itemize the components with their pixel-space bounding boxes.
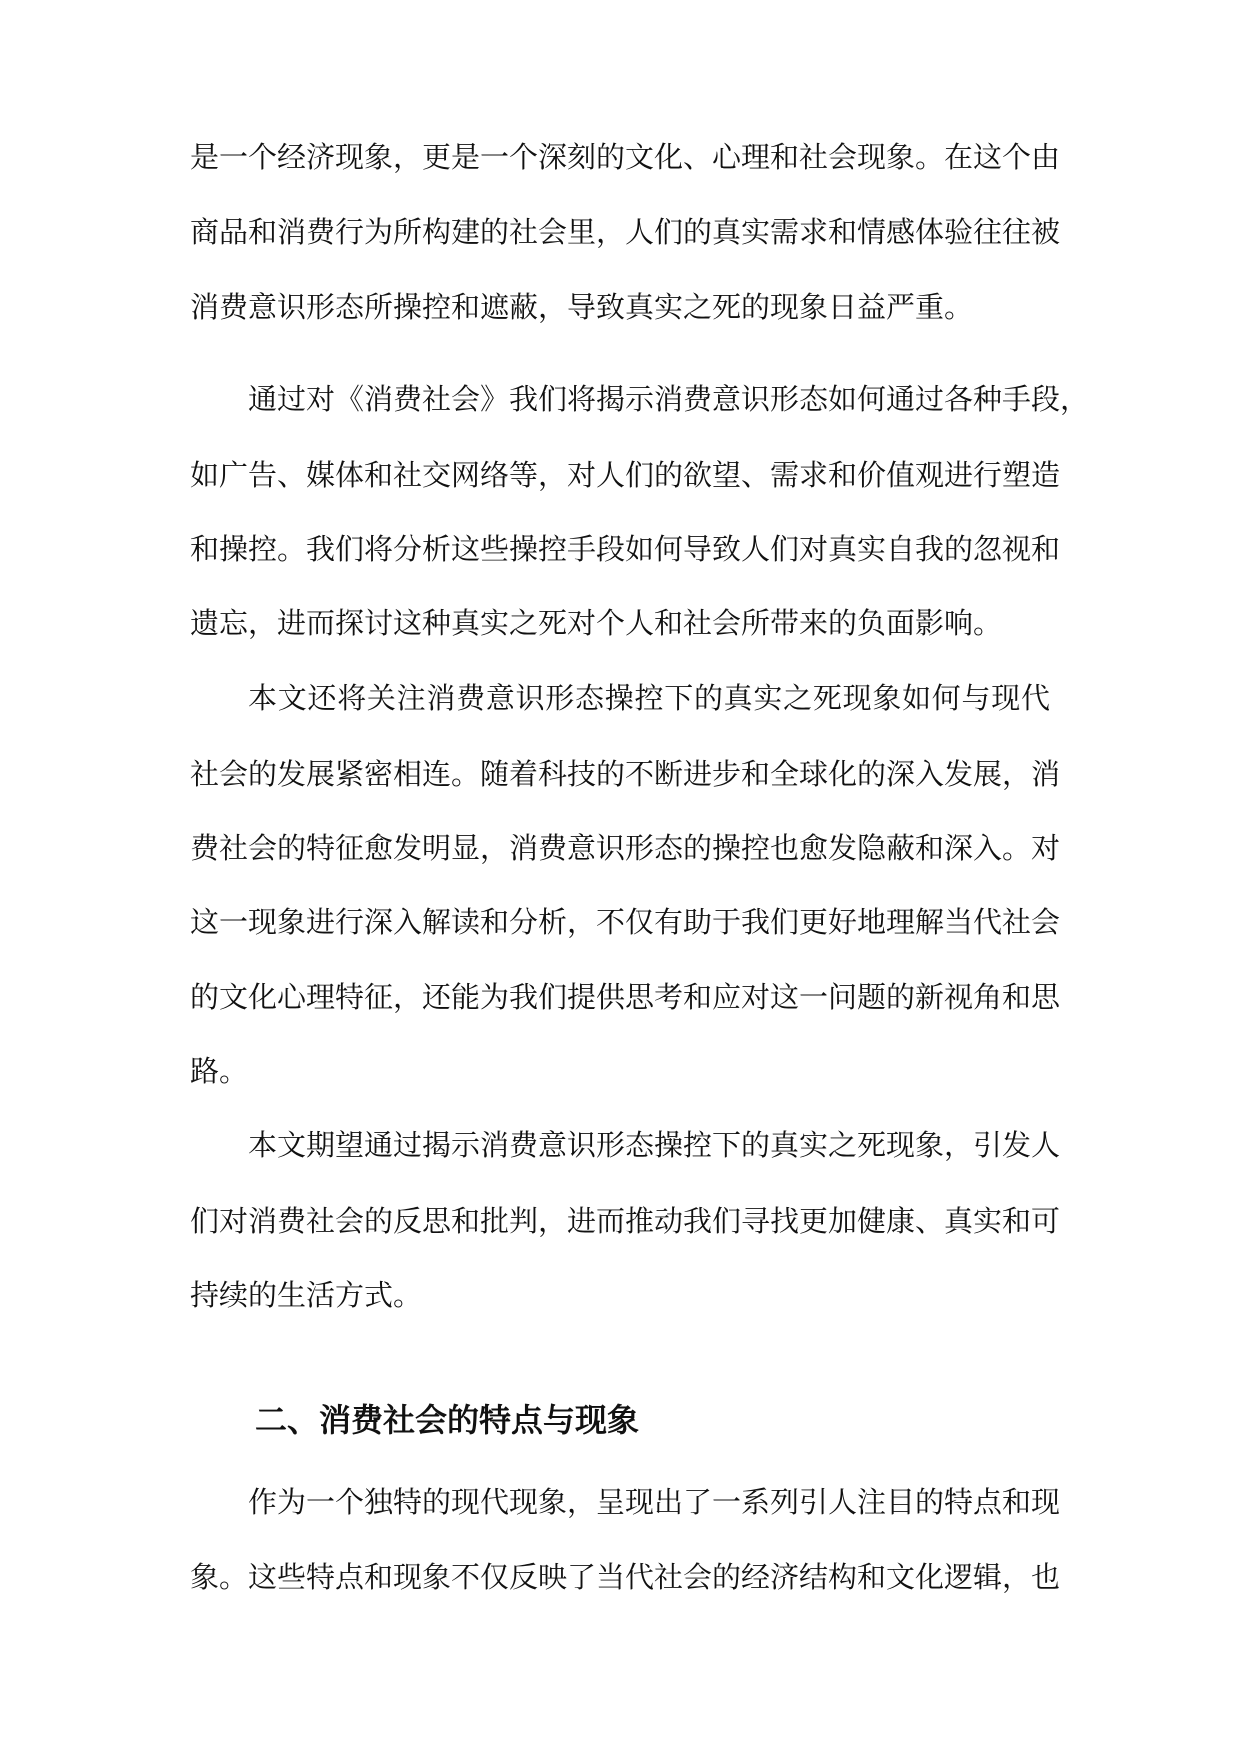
- paragraph-2-line-2: 如广告、媒体和社交网络等，对人们的欲望、需求和价值观进行塑造: [190, 458, 1061, 492]
- section-heading: 二、消费社会的特点与现象: [255, 1401, 640, 1439]
- paragraph-2-line-4: 遗忘，进而探讨这种真实之死对个人和社会所带来的负面影响。: [190, 606, 1003, 640]
- paragraph-1-line-2: 商品和消费行为所构建的社会里，人们的真实需求和情感体验往往被: [190, 215, 1061, 249]
- paragraph-5-line-2: 象。这些特点和现象不仅反映了当代社会的经济结构和文化逻辑，也: [190, 1560, 1061, 1594]
- paragraph-3-line-4: 这一现象进行深入解读和分析，不仅有助于我们更好地理解当代社会: [190, 905, 1061, 939]
- paragraph-4-line-1: 本文期望通过揭示消费意识形态操控下的真实之死现象，引发人: [248, 1128, 1061, 1162]
- paragraph-4-line-2: 们对消费社会的反思和批判，进而推动我们寻找更加健康、真实和可: [190, 1204, 1061, 1238]
- paragraph-3-line-2: 社会的发展紧密相连。随着科技的不断进步和全球化的深入发展，消: [190, 757, 1061, 791]
- paragraph-3-line-1: 本文还将关注消费意识形态操控下的真实之死现象如何与现代: [248, 681, 1050, 715]
- paragraph-2-line-3: 和操控。我们将分析这些操控手段如何导致人们对真实自我的忽视和: [190, 532, 1061, 566]
- paragraph-5-line-1: 作为一个独特的现代现象，呈现出了一系列引人注目的特点和现: [248, 1485, 1061, 1519]
- paragraph-2-line-1: 通过对《消费社会》我们将揭示消费意识形态如何通过各种手段，: [248, 382, 1090, 416]
- paragraph-1-line-3: 消费意识形态所操控和遮蔽，导致真实之死的现象日益严重。: [190, 290, 974, 324]
- paragraph-3-line-6: 路。: [190, 1054, 249, 1088]
- paragraph-4-line-3: 持续的生活方式。: [190, 1278, 423, 1312]
- paragraph-3-line-3: 费社会的特征愈发明显，消费意识形态的操控也愈发隐蔽和深入。对: [190, 831, 1061, 865]
- paragraph-1-line-1: 是一个经济现象，更是一个深刻的文化、心理和社会现象。在这个由: [190, 140, 1061, 174]
- paragraph-3-line-5: 的文化心理特征，还能为我们提供思考和应对这一问题的新视角和思: [190, 980, 1061, 1014]
